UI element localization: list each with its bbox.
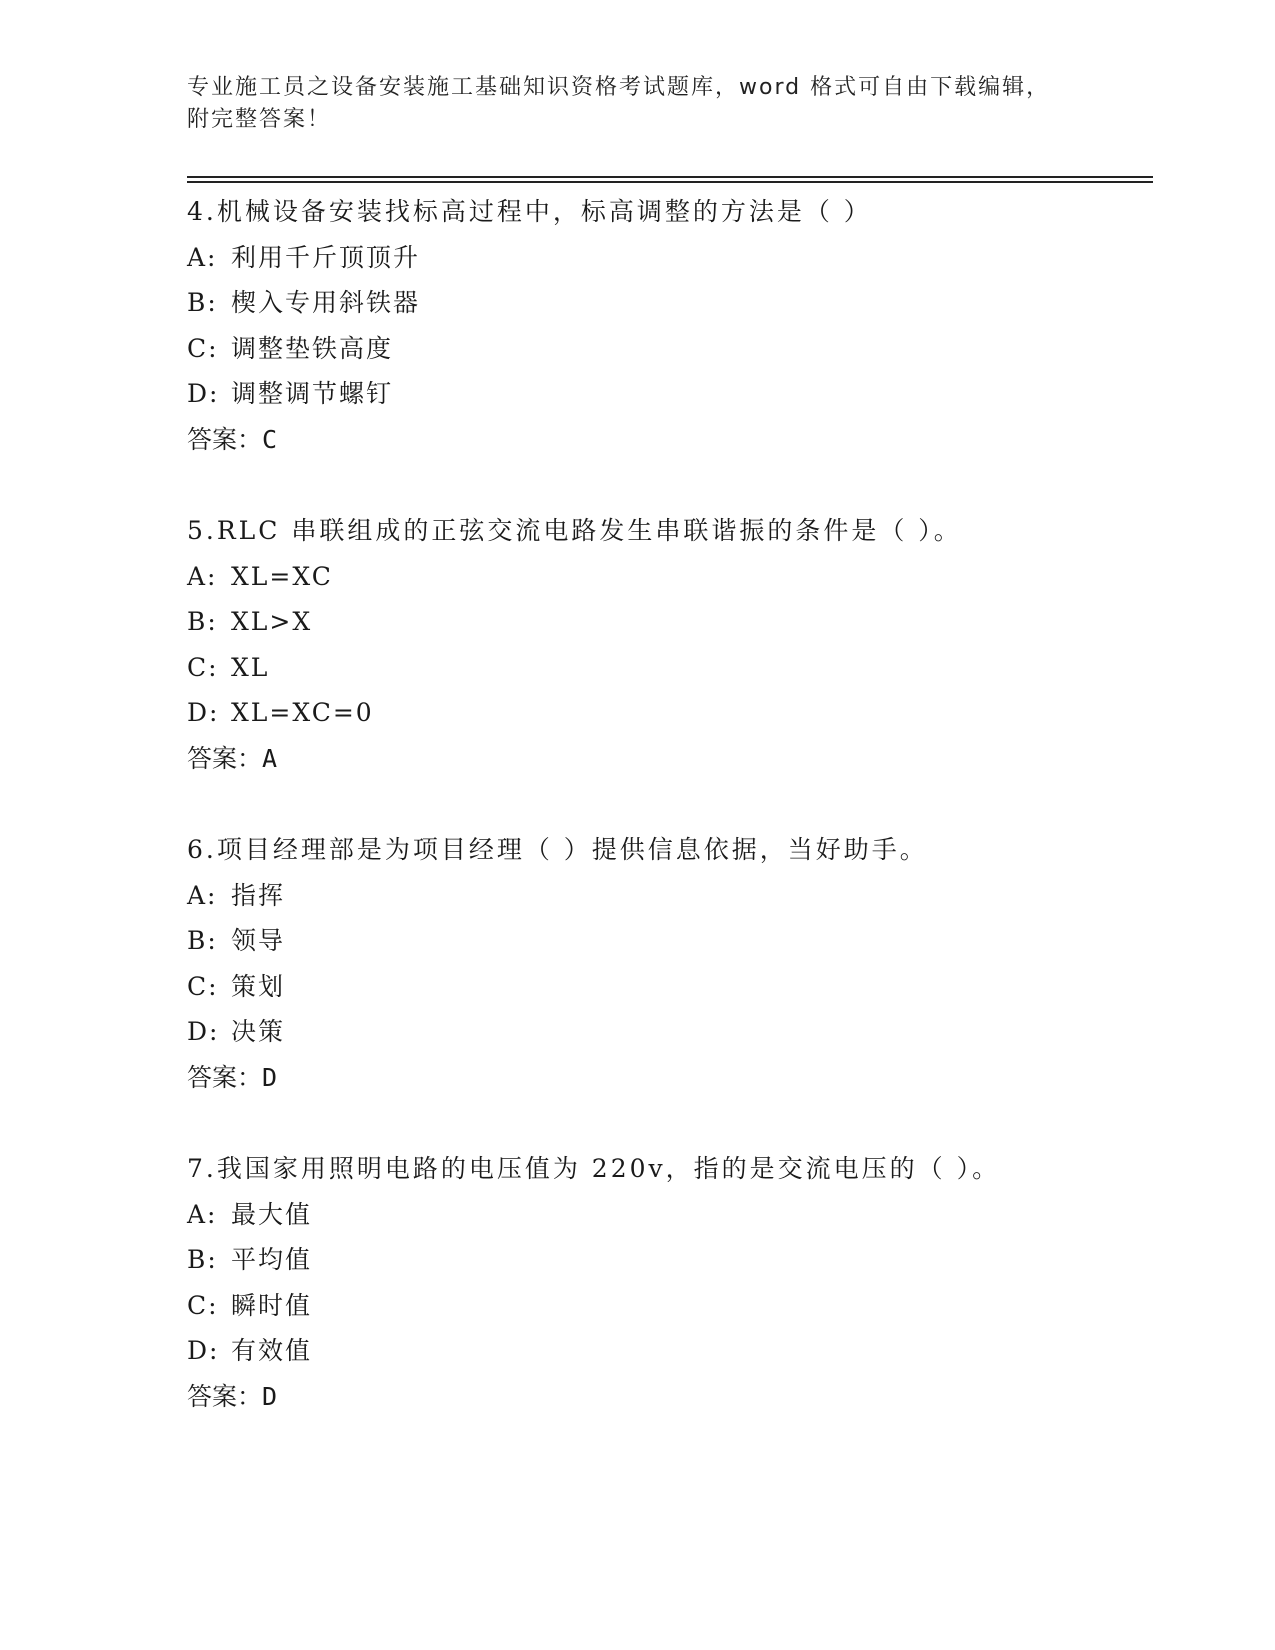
answer-label: 答案： [187,1381,263,1411]
option-letter: D: [187,379,220,408]
document-header [187,72,1087,136]
option-text: XL>X [231,607,313,636]
option-letter: A: [187,880,218,910]
answer-line [187,736,1147,782]
option-d [187,690,1147,736]
header-divider-top [187,176,1153,178]
option-letter: C: [187,652,219,682]
option-letter: D: [187,698,220,727]
option-b [187,918,1147,964]
option-letter: C: [187,1290,219,1320]
option-a [187,235,1147,281]
option-text: 决策 [231,1017,286,1046]
option-letter: D: [187,1017,220,1046]
option-c [187,964,1147,1010]
option-letter: B: [187,607,218,636]
answer-line [187,417,1147,463]
option-b [187,599,1147,645]
answer-label: 答案： [187,743,263,773]
option-letter: A: [187,561,218,591]
option-c [187,645,1147,691]
option-b [187,1237,1147,1283]
option-d [187,1328,1147,1374]
option-d [187,371,1147,417]
question-stem: 6.项目经理部是为项目经理（ ）提供信息依据，当好助手。 [187,835,928,864]
option-text: 楔入专用斜铁器 [231,288,421,317]
answer-value: A [262,743,278,773]
option-text: XL=XC [231,561,333,591]
header-line-2: 附完整答案！ [187,107,332,132]
option-text: 指挥 [231,880,286,910]
option-letter: B: [187,926,218,955]
header-divider-bottom [187,181,1153,183]
answer-value: D [262,1381,278,1411]
option-letter: C: [187,971,219,1001]
option-a [187,1192,1147,1238]
option-c [187,326,1147,372]
option-text: 调整垫铁高度 [231,333,394,363]
option-c [187,1283,1147,1329]
option-text: 瞬时值 [231,1290,313,1320]
answer-label: 答案： [187,1062,263,1092]
question-6 [187,827,1147,1146]
option-text: 最大值 [231,1199,313,1229]
option-a [187,554,1147,600]
answer-line [187,1374,1147,1420]
header-line-1: 专业施工员之设备安装施工基础知识资格考试题库，word 格式可自由下载编辑， [187,75,1051,100]
option-letter: B: [187,288,218,317]
option-d [187,1009,1147,1055]
question-stem: 4.机械设备安装找标高过程中，标高调整的方法是（ ） [187,197,872,226]
question-stem: 5.RLC 串联组成的正弦交流电路发生串联谐振的条件是（ ）。 [187,516,962,545]
option-text: XL=XC=0 [231,698,374,727]
question-7 [187,1146,1147,1465]
option-text: XL [231,652,270,682]
option-text: 有效值 [231,1336,313,1365]
option-letter: B: [187,1245,218,1274]
option-text: 利用千斤顶顶升 [231,242,421,272]
answer-label: 答案： [187,424,263,454]
option-text: 调整调节螺钉 [231,379,394,408]
answer-value: D [262,1062,278,1092]
option-letter: D: [187,1336,220,1365]
option-text: 平均值 [231,1245,313,1274]
answer-value: C [262,424,278,454]
answer-line [187,1055,1147,1101]
question-5 [187,508,1147,827]
option-letter: A: [187,242,218,272]
option-a [187,873,1147,919]
question-stem: 7.我国家用照明电路的电压值为 220v，指的是交流电压的（ ）。 [187,1154,1001,1183]
question-list [187,189,1147,1465]
question-4 [187,189,1147,508]
option-b [187,280,1147,326]
option-text: 策划 [231,971,286,1001]
option-letter: C: [187,333,219,363]
option-text: 领导 [231,926,286,955]
option-letter: A: [187,1199,218,1229]
